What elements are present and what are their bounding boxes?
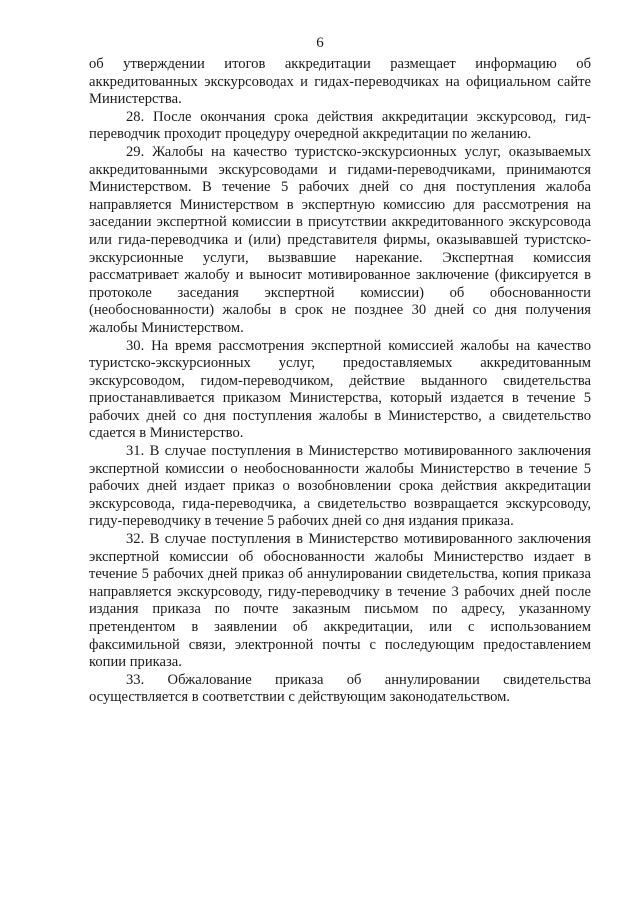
- page-number: 6: [316, 35, 324, 51]
- paragraph-28: 28. После окончания срока действия аккредитации экскурсовод, гид-переводчик проходит процедуру очередной аккредитации по желанию.: [89, 108, 591, 143]
- paragraph-29: 29. Жалобы на качество туристско-экскурсионных услуг, оказываемых аккредитованными экскурсоводами и гидами-переводчиками, принимаются Министерством. В течение 5 рабочих дней со дня поступления жалоба направляется Министерством в экспертную комиссию для рассмотрения на заседании экспертной комиссии в присутствии аккредитованного экскурсовода или гида-переводчика и (или) представителя фирмы, оказывавшей туристско-экскурсионные услуги, вызвавшие нарекание. Экспертная комиссия рассматривает жалобу и выносит мотивированное заключение (фиксируется в протоколе заседания экспертной комиссии) об обоснованности (необоснованности) жалобы в срок не позднее 30 дней со дня получения жалобы Министерством.: [89, 143, 591, 336]
- paragraph-30: 30. На время рассмотрения экспертной комиссией жалобы на качество туристско-экскурсионных услуг, предоставляемых аккредитованным экскурсоводом, гидом-переводчиком, действие выданного свидетельства приостанавливается приказом Министерства, который издается в течение 5 рабочих дней со дня поступления жалобы в Министерство, а свидетельство сдается в Министерство.: [89, 337, 591, 442]
- paragraph-32: 32. В случае поступления в Министерство мотивированного заключения экспертной комиссии об обоснованности жалобы Министерство издает в течение 5 рабочих дней приказ об аннулировании свидетельства, копия приказа направляется экскурсоводу, гиду-переводчику в течение 3 рабочих дней после издания приказа по почте заказным письмом по адресу, указанному претендентом в заявлении об аккредитации, или с использованием факсимильной связи, электронной почты с последующим предоставлением копии приказа.: [89, 531, 591, 671]
- paragraph-31: 31. В случае поступления в Министерство мотивированного заключения экспертной комиссии о необоснованности жалобы Министерство в течение 5 рабочих дней издает приказ о возобновлении срока действия аккредитации экскурсовода, гида-переводчика, а свидетельство возвращается экскурсоводу, гиду-переводчику в течение 5 рабочих дней со дня издания приказа.: [89, 443, 591, 530]
- document-body: [89, 56, 591, 707]
- paragraph-continuation: об утверждении итогов аккредитации размещает информацию об аккредитованных экскурсоводах и гидах-переводчиках на официальном сайте Министерства.: [89, 56, 591, 108]
- paragraph-33: 33. Обжалование приказа об аннулировании свидетельства осуществляется в соответствии с действующим законодательством.: [89, 671, 591, 706]
